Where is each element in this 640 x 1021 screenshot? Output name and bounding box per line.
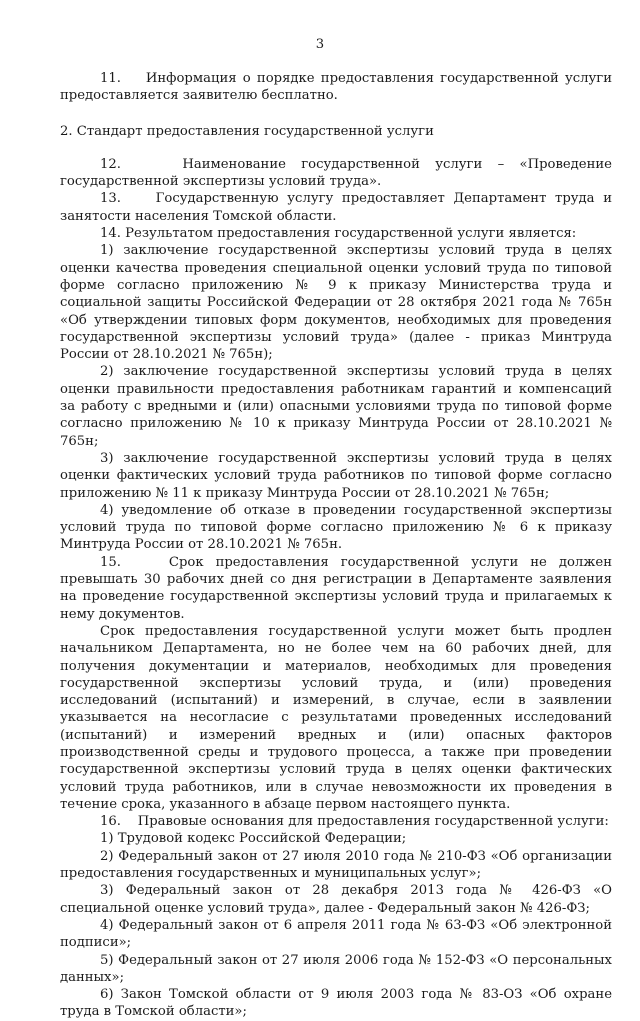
paragraph-14-item-4: 4) уведомление об отказе в проведении государственной экспертизы условий труда по типовой форме согласно приложению № 6 к приказу Минтруда России от 28.10.2021 № 765н. bbox=[60, 502, 612, 553]
paragraph-14: 14. Результатом предоставления государственной услуги является: bbox=[100, 226, 577, 242]
paragraph-14-item-2: 2) заключение государственной экспертизы условий труда в целях оценки правильности предоставления работникам гарантий и компенсаций за работу с вредными и (или) опасными условиями труда по типовой форме согласно приложению № 10 к приказу Минтруда России от 28.10.2021 № 765н; bbox=[60, 364, 612, 449]
paragraph-15: 15. Срок предоставления государственной услуги не должен превышать 30 рабочих дней со дня регистрации в Департаменте заявления на проведение государственной экспертизы условий труда и прилагаемых к нему документов. bbox=[60, 554, 612, 622]
paragraph-16-item-1: 1) Трудовой кодекс Российской Федерации; bbox=[100, 831, 407, 847]
paragraph-14-item-3: 3) заключение государственной экспертизы условий труда в целях оценки фактических условий труда работников по типовой форме согласно приложению № 11 к приказу Минтруда России от 28.10.2021 № 765н; bbox=[60, 450, 612, 501]
paragraph-12: 12. Наименование государственной услуги – «Проведение государственной экспертизы условий труда». bbox=[60, 156, 612, 190]
paragraph-11: 11. Информация о порядке предоставления государственной услуги предоставляется заявителю бесплатно. bbox=[60, 71, 612, 104]
paragraph-16-item-4: 4) Федеральный закон от 6 апреля 2011 года № 63-ФЗ «Об электронной подписи»; bbox=[60, 917, 612, 951]
paragraph-14-item-1: 1) заключение государственной экспертизы условий труда в целях оценки качества проведения специальной оценки условий труда по типовой форме согласно приложению № 9 к приказу Министерства труда и социальной защиты Российской Федерации от 28 октября 2021 года № 765н «Об утверждении типовых форм документов, необходимых для проведения государственной экспертизы условий труда» (далее - приказ Минтруда России от 28.10.2021 № 765н); bbox=[60, 243, 612, 363]
paragraph-16-item-5: 5) Федеральный закон от 27 июля 2006 года № 152-ФЗ «О персональных данных»; bbox=[60, 952, 612, 985]
section-heading: 2. Стандарт предоставления государственной услуги bbox=[60, 123, 434, 139]
page-number: 3 bbox=[315, 37, 325, 52]
paragraph-15-extension: Срок предоставления государственной услуги может быть продлен начальником Департамента, но не более чем на 60 рабочих дней, для получения документации и материалов, необходимых для проведения государственной экспертизы условий труда, и (или) проведения исследований (испытаний) и измерений, в случае, если в заявлении указывается на несогласие с результатами проведенных исследований (испытаний) и измерений вредных и (или) опасных факторов производственной среды и трудового процесса, а также при проведении государственной экспертизы условий труда в целях оценки фактических условий труда работников, или в случае невозможности их проведения в течение срока, указанного в абзаце первом настоящего пункта. bbox=[60, 623, 612, 812]
document-body bbox=[60, 70, 612, 1021]
paragraph-16-item-2: 2) Федеральный закон от 27 июля 2010 года № 210-ФЗ «Об организации предоставления государственных и муниципальных услуг»; bbox=[60, 848, 612, 882]
paragraph-16-item-3: 3) Федеральный закон от 28 декабря 2013 года № 426-ФЗ «О специальной оценке условий труда», далее - Федеральный закон № 426-ФЗ; bbox=[60, 883, 612, 916]
paragraph-16-item-6: 6) Закон Томской области от 9 июля 2003 года № 83-ОЗ «Об охране труда в Томской области»; bbox=[60, 987, 612, 1020]
paragraph-16: 16. Правовые основания для предоставления государственной услуги: bbox=[100, 814, 609, 830]
paragraph-13: 13. Государственную услугу предоставляет Департамент труда и занятости населения Томской области. bbox=[60, 191, 612, 224]
